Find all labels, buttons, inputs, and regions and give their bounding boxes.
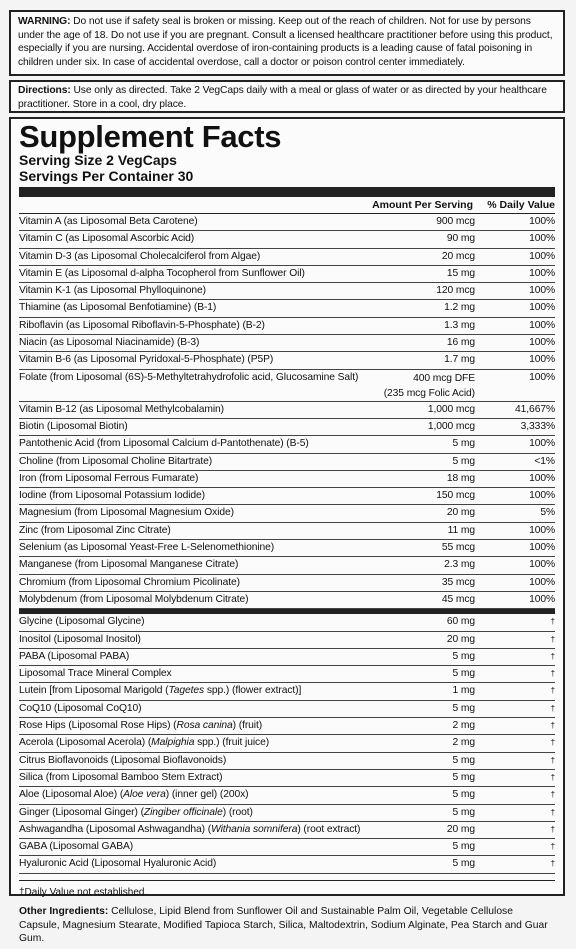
nutrient-amount: 1.7 mg — [444, 354, 475, 366]
table-row — [19, 488, 555, 505]
nutrient-name: Aloe (Liposomal Aloe) (Aloe vera) (inner gel) (200x) — [19, 789, 249, 801]
nutrient-dv: <1% — [534, 455, 555, 467]
nutrient-dv: 100% — [529, 337, 555, 349]
nutrient-name: Ashwagandha (Liposomal Ashwagandha) (Withania somnifera) (root extract) — [19, 823, 361, 835]
nutrient-dv: 100% — [529, 250, 555, 262]
table-row — [19, 471, 555, 488]
thick-rule — [19, 187, 555, 197]
nutrient-amount: 20 mg — [446, 633, 475, 645]
nutrient-amount: 5 mg — [452, 771, 475, 783]
table-row — [19, 753, 555, 770]
warning-box — [9, 10, 565, 76]
nutrient-name: Acerola (Liposomal Acerola) (Malpighia spp.) (fruit juice) — [19, 737, 270, 749]
nutrient-amount: 20 mg — [446, 823, 475, 835]
nutrient-name: Inositol (Liposomal Inositol) — [19, 633, 141, 645]
table-row — [19, 231, 555, 248]
directions-text: Use only as directed. Take 2 VegCaps daily with a meal or glass of water or as directed by your healthcare practitioner. Store in a cool, dry place. — [18, 85, 547, 110]
table-row — [19, 649, 555, 666]
nutrient-amount: 60 mg — [446, 616, 475, 628]
table-row — [19, 735, 555, 752]
nutrient-name: Hyaluronic Acid (Liposomal Hyaluronic Acid) — [19, 858, 217, 870]
nutrient-name: Pantothenic Acid (from Liposomal Calcium d-Pantothenate) (B-5) — [19, 438, 309, 450]
nutrient-name: Riboflavin (as Liposomal Riboflavin-5-Phosphate) (B-2) — [19, 319, 265, 331]
column-header — [19, 197, 555, 214]
table-row — [19, 718, 555, 735]
nutrient-dv: † — [550, 772, 555, 782]
nutrient-name: Choline (from Liposomal Choline Bitartrate) — [19, 455, 213, 467]
nutrient-name: Niacin (as Liposomal Niacinamide) (B-3) — [19, 337, 200, 349]
table-row — [19, 402, 555, 419]
nutrient-name: Selenium (as Liposomal Yeast-Free L-Selenomethionine) — [19, 542, 275, 554]
nutrient-dv: † — [550, 842, 555, 852]
nutrient-name: Rose Hips (Liposomal Rose Hips) (Rosa canina) (fruit) — [19, 720, 263, 732]
nutrient-name: Vitamin D-3 (as Liposomal Cholecalciferol from Algae) — [19, 250, 261, 262]
nutrient-name: Vitamin K-1 (as Liposomal Phylloquinone) — [19, 285, 206, 297]
table-row — [19, 557, 555, 574]
table-row — [19, 318, 555, 335]
nutrient-dv: † — [550, 669, 555, 679]
nutrient-dv: † — [550, 703, 555, 713]
nutrient-dv: 100% — [529, 576, 555, 588]
nutrient-dv: † — [550, 721, 555, 731]
warning-text: Do not use if safety seal is broken or missing. Keep out of the reach of children. Not for use by persons under the age of 18. Do not use if you are pregnant. Consult a licensed healthcare practitioner before using this product, especially if you are nursing. Accidental overdose of iron-containing products is a leading cause of fatal poisoning in children under six. In case of accidental overdose, call a doctor or poison control center immediately. — [18, 16, 553, 68]
nutrient-dv: 100% — [529, 233, 555, 245]
nutrient-amount: 20 mg — [446, 507, 475, 519]
table-row — [19, 283, 555, 300]
nutrient-amount: 90 mg — [446, 233, 475, 245]
table-row — [19, 523, 555, 540]
table-row — [19, 505, 555, 522]
nutrient-dv: 100% — [529, 285, 555, 297]
other-rows — [19, 614, 555, 873]
table-row — [19, 266, 555, 283]
nutrient-amount: 15 mg — [446, 267, 475, 279]
table-row — [19, 249, 555, 266]
table-row — [19, 787, 555, 804]
table-row — [19, 575, 555, 592]
nutrient-amount: 5 mg — [452, 858, 475, 870]
nutrient-name: Lutein [from Liposomal Marigold (Tagetes spp.) (flower extract)] — [19, 685, 302, 697]
table-row — [19, 770, 555, 787]
nutrient-dv: † — [550, 738, 555, 748]
nutrient-name: Glycine (Liposomal Glycine) — [19, 616, 145, 628]
nutrient-name: Ginger (Liposomal Ginger) (Zingiber officinale) (root) — [19, 806, 253, 818]
nutrient-amount: 16 mg — [446, 337, 475, 349]
nutrient-name: Manganese (from Liposomal Manganese Citrate) — [19, 559, 239, 571]
nutrient-name: Zinc (from Liposomal Zinc Citrate) — [19, 524, 171, 536]
nutrient-amount: 150 mcg — [436, 490, 475, 502]
nutrient-name: Biotin (Liposomal Biotin) — [19, 420, 128, 432]
nutrient-amount: 1.2 mg — [444, 302, 475, 314]
nutrient-amount: 11 mg — [447, 524, 475, 536]
table-row — [19, 805, 555, 822]
nutrient-amount: 1,000 mcg — [427, 403, 475, 415]
table-row — [19, 370, 555, 402]
nutrient-amount: 1,000 mcg — [427, 420, 475, 432]
table-row — [19, 839, 555, 856]
nutrient-amount: 20 mcg — [441, 250, 475, 262]
nutrient-amount: 5 mg — [452, 789, 475, 801]
table-row — [19, 352, 555, 369]
vitamin-rows — [19, 214, 555, 370]
nutrient-dv: 100% — [529, 371, 555, 383]
facts-title: Supplement Facts — [19, 119, 282, 154]
nutrient-name: Thiamine (as Liposomal Benfotiamine) (B-1) — [19, 302, 217, 314]
nutrient-amount: 5 mg — [452, 455, 475, 467]
mineral-rows — [19, 402, 555, 610]
table-row — [19, 632, 555, 649]
directions-label: Directions: — [18, 85, 71, 96]
nutrient-amount: 2 mg — [452, 720, 475, 732]
nutrient-dv: 41,667% — [515, 403, 555, 415]
other-ingredients-label: Other Ingredients: — [19, 906, 109, 917]
nutrient-dv: 100% — [529, 472, 555, 484]
nutrient-dv: 100% — [529, 438, 555, 450]
nutrient-name: GABA (Liposomal GABA) — [19, 841, 134, 853]
nutrient-name: Folate (from Liposomal (6S)-5-Methyltetrahydrofolic acid, Glucosamine Salt) — [19, 371, 359, 383]
table-row — [19, 666, 555, 683]
table-row — [19, 300, 555, 317]
table-row — [19, 540, 555, 557]
footnote: †Daily Value not established. — [19, 880, 555, 898]
nutrient-dv: † — [550, 617, 555, 627]
nutrient-amount: 5 mg — [452, 806, 475, 818]
nutrient-name: Liposomal Trace Mineral Complex — [19, 668, 172, 680]
nutrient-dv: 100% — [529, 216, 555, 227]
nutrient-name: Molybdenum (from Liposomal Molybdenum Citrate) — [19, 593, 249, 605]
nutrient-dv: † — [550, 686, 555, 696]
nutrient-dv: 100% — [529, 524, 555, 536]
supplement-facts-panel — [9, 117, 565, 896]
nutrient-dv: 3,333% — [520, 420, 555, 432]
dv-header: % Daily Value — [487, 199, 555, 211]
nutrient-dv: 100% — [529, 302, 555, 314]
nutrient-amount: 5 mg — [452, 438, 475, 450]
nutrient-dv: † — [550, 807, 555, 817]
nutrient-name: Silica (from Liposomal Bamboo Stem Extract) — [19, 771, 223, 783]
table-row — [19, 592, 555, 609]
warning-label: WARNING: — [18, 16, 71, 27]
nutrient-dv: 100% — [529, 542, 555, 554]
nutrient-amount: 1.3 mg — [444, 319, 475, 331]
nutrient-name: Citrus Bioflavonoids (Liposomal Bioflavonoids) — [19, 754, 227, 766]
table-row — [19, 856, 555, 873]
nutrient-name: Vitamin C (as Liposomal Ascorbic Acid) — [19, 233, 195, 245]
directions-box — [9, 80, 565, 113]
nutrient-name: Iron (from Liposomal Ferrous Fumarate) — [19, 472, 199, 484]
nutrient-dv: 100% — [529, 267, 555, 279]
nutrient-name: Vitamin B-6 (as Liposomal Pyridoxal-5-Phosphate) (P5P) — [19, 354, 274, 366]
nutrient-dv: † — [550, 824, 555, 834]
nutrient-amount: 5 mg — [452, 754, 475, 766]
nutrient-amount: 35 mcg — [441, 576, 475, 588]
nutrient-name: CoQ10 (Liposomal CoQ10) — [19, 702, 142, 714]
nutrient-name: Magnesium (from Liposomal Magnesium Oxide) — [19, 507, 234, 519]
table-row — [19, 683, 555, 700]
nutrient-amount: 55 mcg — [441, 542, 475, 554]
table-row — [19, 454, 555, 471]
nutrient-dv: † — [550, 651, 555, 661]
nutrient-dv: 100% — [529, 319, 555, 331]
nutrient-amount: 5 mg — [452, 668, 475, 680]
nutrient-amount: 2.3 mg — [444, 559, 475, 571]
nutrient-name: Vitamin B-12 (as Liposomal Methylcobalamin) — [19, 403, 224, 415]
nutrient-amount: 5 mg — [452, 841, 475, 853]
nutrient-amount: 2 mg — [452, 737, 475, 749]
table-row — [19, 335, 555, 352]
nutrient-amount: 18 mg — [446, 472, 475, 484]
nutrient-name: PABA (Liposomal PABA) — [19, 650, 130, 662]
nutrient-name: Vitamin E (as Liposomal d-alpha Tocopherol from Sunflower Oil) — [19, 267, 305, 279]
nutrient-dv: 100% — [529, 593, 555, 605]
other-ingredients-text: Cellulose, Lipid Blend from Sunflower Oil and Sustainable Palm Oil, Vegetable Cellulose Capsule, Magnesium Stearate, Modified Tapioca Starch, Silica, Maltodextrin, Sodium Alginate, Pea Starch and Guar Gum. — [19, 906, 548, 944]
table-row — [19, 419, 555, 436]
other-ingredients — [9, 902, 565, 949]
nutrient-dv: † — [550, 634, 555, 644]
serving-size: Serving Size 2 VegCaps — [19, 152, 177, 168]
nutrient-dv: † — [550, 859, 555, 869]
nutrient-name: Iodine (from Liposomal Potassium Iodide) — [19, 490, 206, 502]
table-row — [19, 701, 555, 718]
nutrient-dv: † — [550, 790, 555, 800]
nutrient-amount: 400 mcg DFE (235 mcg Folic Acid) — [383, 372, 475, 399]
table-row — [19, 614, 555, 631]
nutrient-amount: 900 mcg — [436, 216, 475, 227]
nutrient-amount: 45 mcg — [441, 593, 475, 605]
table-row — [19, 436, 555, 453]
nutrient-name: Vitamin A (as Liposomal Beta Carotene) — [19, 216, 198, 227]
nutrient-amount: 1 mg — [452, 685, 475, 697]
nutrient-name: Chromium (from Liposomal Chromium Picolinate) — [19, 576, 240, 588]
nutrient-dv: 100% — [529, 490, 555, 502]
nutrient-dv: 100% — [529, 559, 555, 571]
table-row — [19, 214, 555, 231]
nutrient-dv: † — [550, 755, 555, 765]
amount-header: Amount Per Serving — [372, 199, 473, 211]
nutrient-dv: 5% — [540, 507, 555, 519]
nutrient-amount: 5 mg — [452, 702, 475, 714]
table-row — [19, 822, 555, 839]
nutrient-dv: 100% — [529, 354, 555, 366]
nutrient-amount: 5 mg — [452, 650, 475, 662]
nutrient-amount: 120 mcg — [436, 285, 475, 297]
servings-per-container: Servings Per Container 30 — [19, 167, 194, 184]
